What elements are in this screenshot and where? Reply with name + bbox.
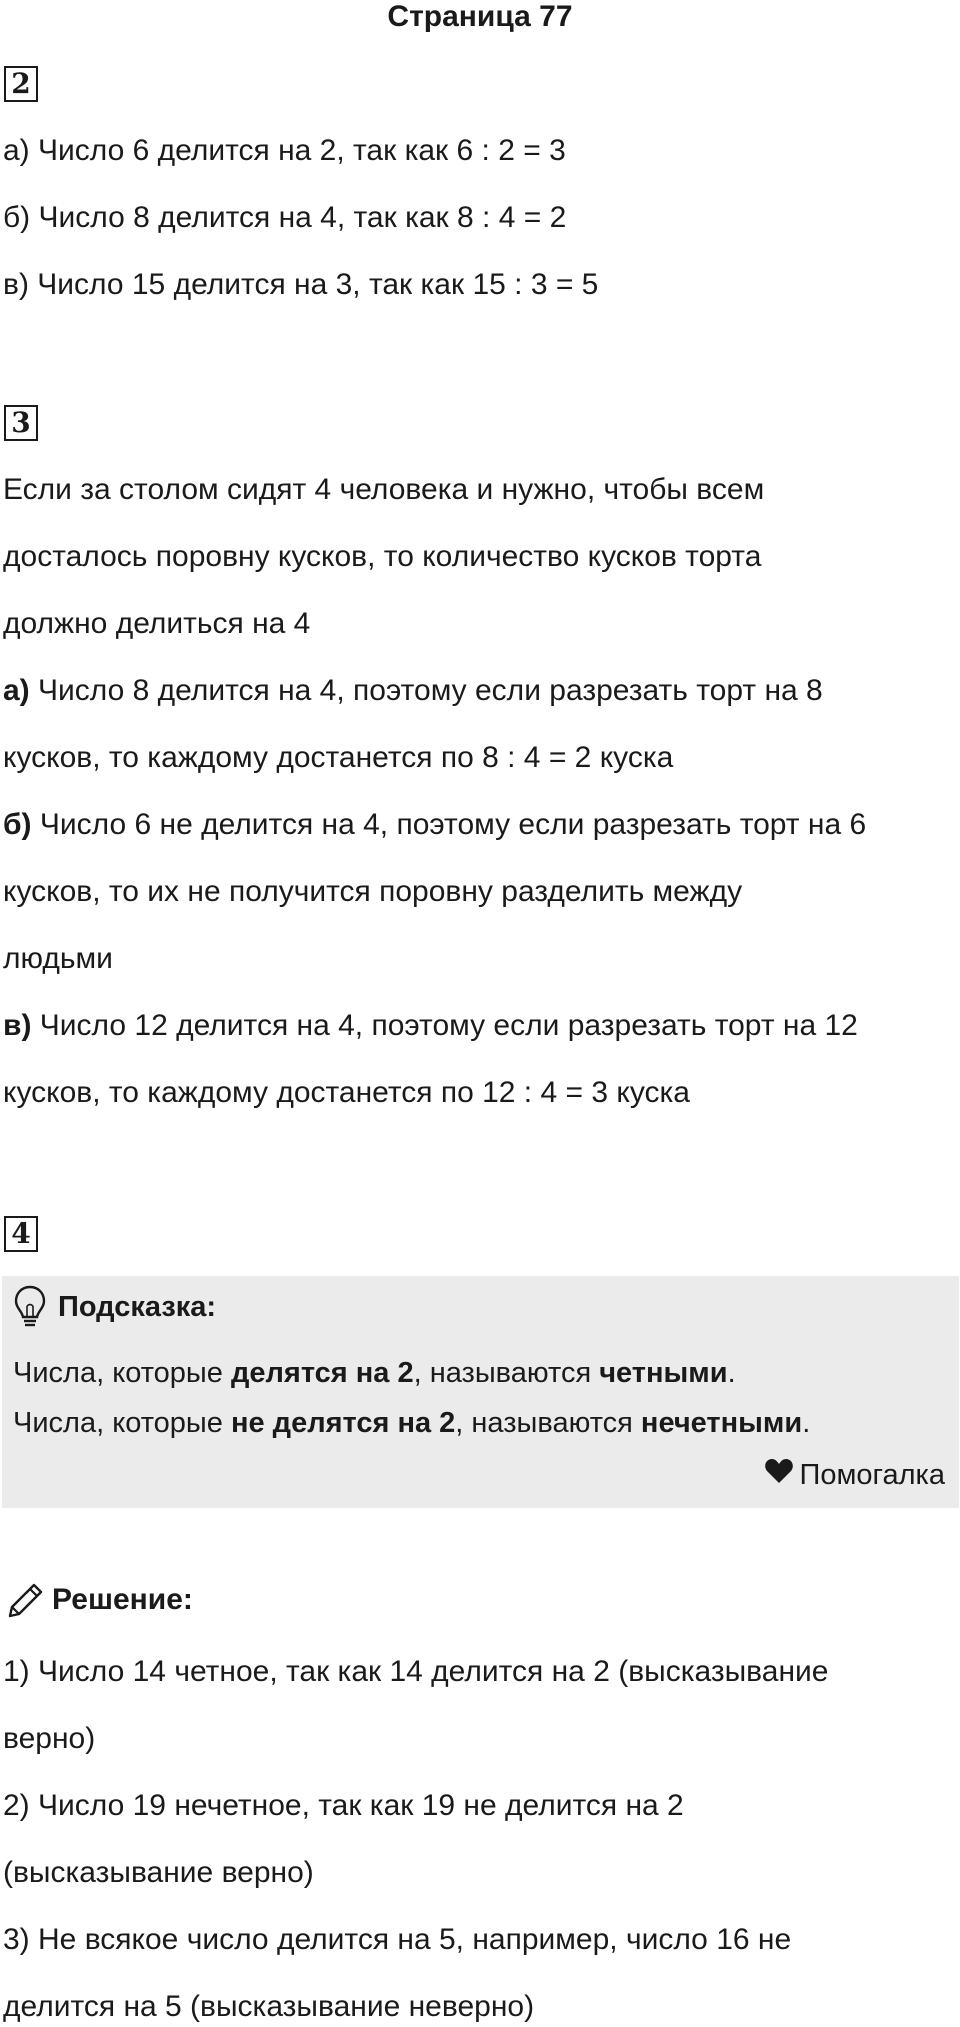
solution-line-5: 3) Не всякое число делится на 5, например, число 16 не (3, 1923, 792, 1956)
helper-label: Помогалка (799, 1459, 945, 1491)
task3-label-a: а) (3, 674, 30, 707)
task3-item-a-cont: кусков, то каждому достанется по 8 : 4 = 2 куска (3, 741, 674, 774)
page-title: Страница 77 (387, 0, 573, 33)
helper-credit (764, 1458, 945, 1492)
task2-line-a: а) Число 6 делится на 2, так как 6 : 2 = 3 (3, 134, 566, 167)
task3-intro-3: должно делиться на 4 (3, 607, 311, 640)
heart-icon (764, 1458, 800, 1492)
solution-line-6: делится на 5 (высказывание неверно) (3, 1990, 535, 2023)
task3-item-b (3, 807, 866, 843)
task3-intro-2: досталось поровну кусков, то количество кусков торта (3, 540, 762, 573)
task2-line-c: в) Число 15 делится на 3, так как 15 : 3 = 5 (3, 268, 599, 301)
task3-intro-1: Если за столом сидят 4 человека и нужно, чтобы всем (3, 473, 765, 506)
task-number-2: 2 (4, 66, 38, 102)
solution-line-4: (высказывание верно) (3, 1856, 314, 1889)
hint-line-even: Числа, которые делятся на 2, называются четными. (13, 1357, 736, 1389)
solution-title: Решение: (52, 1583, 193, 1616)
task3-text-a: Число 8 делится на 4, поэтому если разрезать торт на 8 (29, 674, 823, 707)
pencil-icon (4, 1577, 48, 1626)
task3-label-c: в) (3, 1009, 32, 1042)
solution-line-3: 2) Число 19 нечетное, так как 19 не делится на 2 (3, 1789, 684, 1822)
lightbulb-icon (12, 1284, 48, 1335)
task3-text-c: Число 12 делится на 4, поэтому если разрезать торт на 12 (31, 1009, 858, 1042)
task3-item-c-cont: кусков, то каждому достанется по 12 : 4 = 3 куска (3, 1076, 690, 1109)
hint-line-odd: Числа, которые не делятся на 2, называются нечетными. (13, 1407, 811, 1439)
task3-label-b: б) (3, 808, 32, 841)
task-number-3: 3 (4, 405, 38, 441)
solution-line-2: верно) (3, 1722, 96, 1755)
task3-item-a (3, 673, 823, 709)
hint-box (2, 1276, 959, 1508)
solution-line-1: 1) Число 14 четное, так как 14 делится на 2 (высказывание (3, 1655, 829, 1688)
task3-item-b-cont1: кусков, то их не получится поровну разделить между (3, 875, 743, 908)
task-number-4: 4 (4, 1216, 38, 1252)
hint-title: Подсказка: (58, 1291, 217, 1323)
task2-line-b: б) Число 8 делится на 4, так как 8 : 4 = 2 (3, 201, 567, 234)
task3-item-c (3, 1008, 858, 1044)
task3-item-b-cont2: людьми (3, 942, 113, 975)
task3-text-b: Число 6 не делится на 4, поэтому если разрезать торт на 6 (31, 808, 867, 841)
